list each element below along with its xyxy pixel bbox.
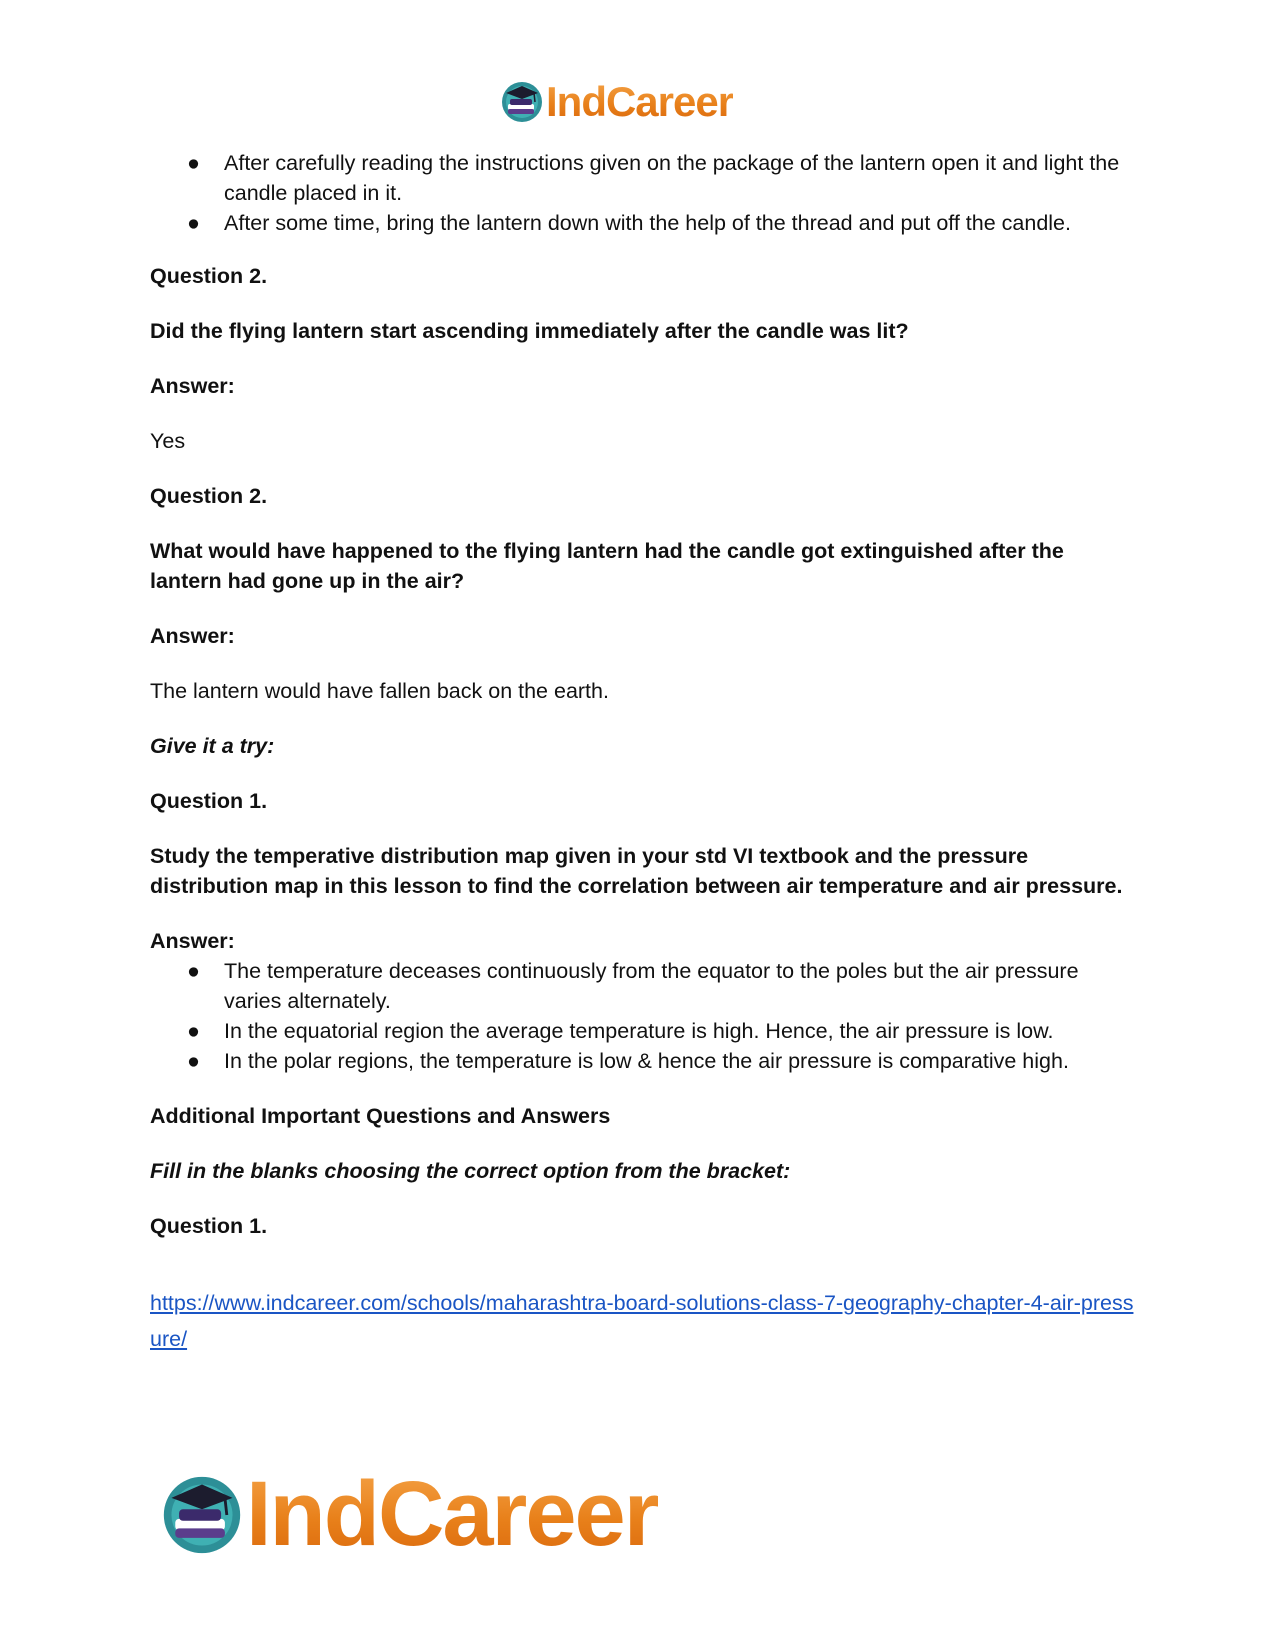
logo-wordmark: IndCareer xyxy=(546,78,734,125)
section-heading: Give it a try: xyxy=(150,734,275,758)
footer-url-paragraph xyxy=(150,1285,1140,1357)
bullet-icon: ● xyxy=(187,1049,200,1073)
answer-label: Answer: xyxy=(150,624,235,648)
intro-bullet-list xyxy=(150,148,1140,238)
source-url-link[interactable]: https://www.indcareer.com/schools/maharashtra-board-solutions-class-7-geography-chapter-4-air-pressure/ xyxy=(150,1291,1134,1351)
list-item: ● After some time, bring the lantern down with the help of the thread and put off the candle. xyxy=(150,208,1140,238)
list-item: ● The temperature deceases continuously from the equator to the poles but the air pressure varies alternately. xyxy=(150,956,1140,1016)
section-heading: Additional Important Questions and Answers xyxy=(150,1104,611,1128)
answer-text: The lantern would have fallen back on the earth. xyxy=(150,679,609,703)
question-text: What would have happened to the flying lantern had the candle got extinguished after the lantern had gone up in the air? xyxy=(150,539,1064,593)
bullet-icon: ● xyxy=(187,959,200,983)
answer-text: Yes xyxy=(150,429,186,453)
graduation-cap-book-icon xyxy=(160,1473,244,1557)
list-item: ● In the polar regions, the temperature is low & hence the air pressure is comparative high. xyxy=(150,1046,1140,1076)
answer-label: Answer: xyxy=(150,929,235,953)
footer-logo xyxy=(160,1462,658,1567)
answer-bullet-list xyxy=(150,956,1140,1076)
question-label: Question 2. xyxy=(150,264,268,288)
page-content xyxy=(150,148,1140,1357)
question-text: Study the temperative distribution map given in your std VI textbook and the pressure distribution map in this lesson to find the correlation between air temperature and air pressure. xyxy=(150,844,1123,898)
section-heading: Fill in the blanks choosing the correct option from the bracket: xyxy=(150,1159,791,1183)
question-label: Question 1. xyxy=(150,789,268,813)
question-label: Question 2. xyxy=(150,484,268,508)
bullet-icon: ● xyxy=(187,1019,200,1043)
logo-wordmark: IndCareer xyxy=(246,1463,658,1565)
header-logo xyxy=(500,78,733,126)
question-text: Did the flying lantern start ascending immediately after the candle was lit? xyxy=(150,319,909,343)
bullet-icon: ● xyxy=(187,211,200,235)
graduation-cap-book-icon xyxy=(500,80,544,124)
list-item: ● In the equatorial region the average temperature is high. Hence, the air pressure is low. xyxy=(150,1016,1140,1046)
bullet-icon: ● xyxy=(187,151,200,175)
answer-label: Answer: xyxy=(150,374,235,398)
question-label: Question 1. xyxy=(150,1214,268,1238)
list-item: ● After carefully reading the instructions given on the package of the lantern open it and light the candle placed in it. xyxy=(150,148,1140,208)
